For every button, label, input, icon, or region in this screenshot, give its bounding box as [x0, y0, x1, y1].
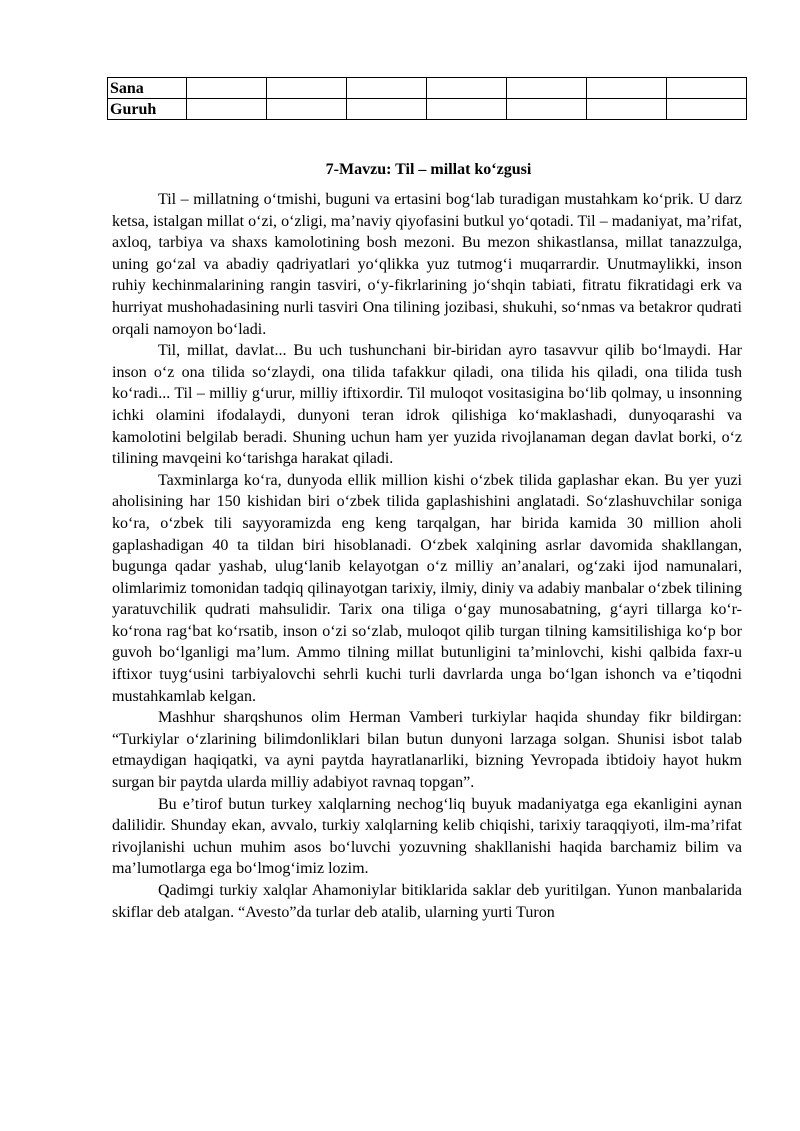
- table-cell: [507, 99, 587, 120]
- page-title: 7-Mavzu: Til – millat ko‘zgusi: [325, 161, 532, 178]
- table-cell: [187, 99, 267, 120]
- paragraph: Mashhur sharqshunos olim Herman Vamberi turkiylar haqida shunday fikr bildirgan: “Turkiylar o‘zlarining bilimdonliklari bilan butun dunyoni larzaga solgan. Shunisi isbot talab etmaydigan haqiqatki, va ayni paytda hayratlanarliki, bizning Yevropada ibtidoiy hayot hukm surgan bir paytda ularda milliy adabiyot ravnaq topgan”.: [112, 709, 742, 792]
- table-cell: [507, 78, 587, 99]
- paragraph: Qadimgi turkiy xalqlar Ahamoniylar bitiklarida saklar deb yuritilgan. Yunon manbalarida skiflar deb atalgan. “Avesto”da turlar deb atalib, ularning yurti Turon: [112, 882, 742, 921]
- date-group-table: [107, 77, 747, 120]
- paragraph: Bu e’tirof butun turkey xalqlarning nechog‘liq buyuk madaniyatga ega ekanligini aynan dalilidir. Shunday ekan, avvalo, turkiy xalqlarning kelib chiqishi, tarixiy taraqqiyoti, ilm-ma’rifat rivojlanishi uchun muhim asos bo‘luvchi yozuvning shakllanishi haqida barchamiz bilim va ma’lumotlarga ega bo‘lmog‘imiz lozim.: [112, 795, 742, 878]
- table-cell: [267, 78, 347, 99]
- table-cell: [667, 78, 747, 99]
- table-cell: [587, 78, 667, 99]
- paragraph: Taxminlarga ko‘ra, dunyoda ellik million kishi o‘zbek tilida gaplashar ekan. Bu yer yuzi aholisining har 150 kishidan biri o‘zbek tilida gaplashishini anglatadi. So‘zlashuvchilar soniga ko‘ra, o‘zbek tili sayyoramizda eng keng tarqalgan, har birida kamida 30 million aholi gaplashadigan 40 ta tildan biri hisoblanadi. O‘zbek xalqining asrlar davomida shakllangan, bugunga qadar yashab, ulug‘lanib kelayotgan o‘z milliy an’analari, og‘zaki ijod namunalari, olimlarimiz tomonidan tadqiq qilinayotgan tarixiy, ilmiy, diniy va adabiy manbalar o‘zbek tilining yaratuvchilik qudrati mahsulidir. Tarix ona tiliga o‘gay munosabatning, g‘ayri tillarga ko‘r-ko‘rona rag‘bat ko‘rsatib, inson o‘zi so‘zlab, muloqot qilib turgan tilning kamsitilishiga ko‘p bor guvoh bo‘lganligi ma’lum. Ammo tilning millat butunligini ta’minlovchi, kishi qalbida faxr-u iftixor tuyg‘usini tarbiyalovchi sehrli kuchi turli davrlarda unga bo‘lgan ishonch va e’tiqodni mustahkamlab kelgan.: [112, 471, 742, 705]
- table-cell: [267, 99, 347, 120]
- table-cell: [187, 78, 267, 99]
- body-text: [112, 189, 742, 923]
- table-cell: [667, 99, 747, 120]
- table-cell: [427, 99, 507, 120]
- paragraph: Til, millat, davlat... Bu uch tushunchani bir-biridan ayro tasavvur qilib bo‘lmaydi. Har inson o‘z ona tilida so‘zlaydi, ona tilida tafakkur qiladi, ona tilida his qiladi, ona tilida tush ko‘radi... Til – milliy g‘urur, milliy iftixordir. Til muloqot vositasigina bo‘lib qolmay, u insonning ichki olamini ifodalaydi, dunyoni teran idrok qilishiga ko‘maklashadi, dunyoqarashi va kamolotini belgilab beradi. Shuning uchun ham yer yuzida rivojlanaman degan davlat borki, o‘z tilining mavqeini ko‘tarishga harakat qiladi.: [112, 342, 742, 468]
- table-cell: [427, 78, 507, 99]
- table-cell: [347, 99, 427, 120]
- table-row-sana: [108, 78, 747, 99]
- table-cell: [587, 99, 667, 120]
- table-row-guruh: [108, 99, 747, 120]
- table-cell: [347, 78, 427, 99]
- row-label-guruh: Guruh: [108, 99, 187, 120]
- row-label-sana: Sana: [108, 78, 187, 99]
- paragraph: Til – millatning o‘tmishi, buguni va ertasini bog‘lab turadigan mustahkam ko‘prik. U darz ketsa, istalgan millat o‘zi, o‘zligi, ma’naviy qiyofasini butkul yo‘qotadi. Til – madaniyat, ma’rifat, axloq, tarbiya va shaxs kamolotining bosh mezoni. Bu mezon shikastlansa, millat tanazzulga, uning go‘zal va abadiy qadriyatlari yo‘qlikka yuz tutmog‘i muqarrardir. Unutmaylikki, inson ruhiy kechinmalarining rangin tasviri, o‘y-fikrlarining jo‘shqin tabiati, fitratu fikratidagi erk va hurriyat mushohadasining nurli tasviri Ona tilining jozibasi, shukuhi, so‘nmas va betakror qudrati orqali namoyon bo‘ladi.: [112, 191, 742, 338]
